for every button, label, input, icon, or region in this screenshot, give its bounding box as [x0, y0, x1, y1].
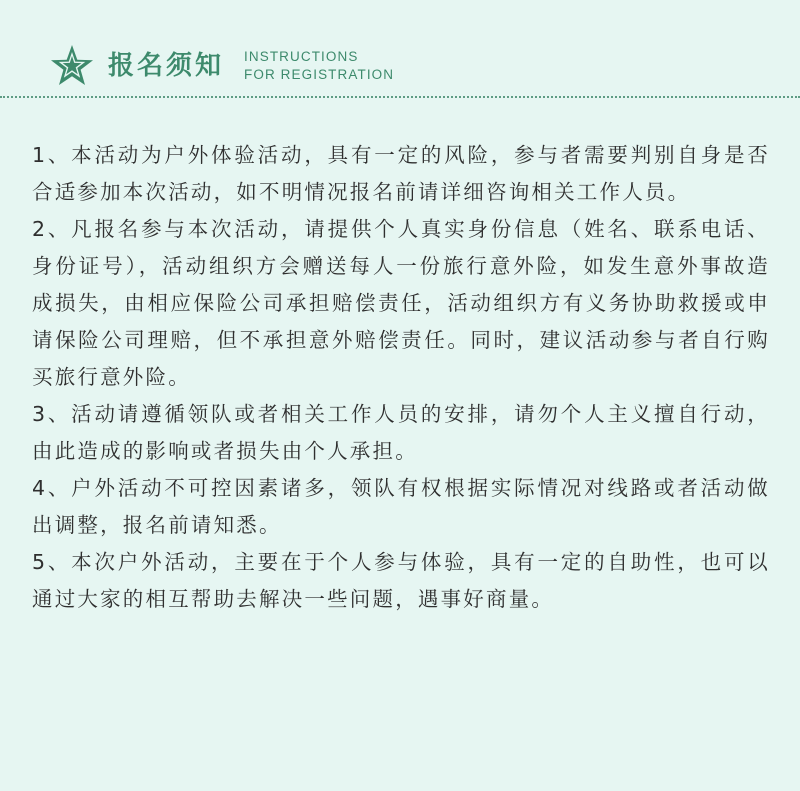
notice-item-5: 5、本次户外活动，主要在于个人参与体验，具有一定的自助性，也可以通过大家的相互帮助去解决一些问题，遇事好商量。 [32, 550, 770, 611]
subtitle-line-1: INSTRUCTIONS [244, 49, 359, 64]
notice-item-2: 2、凡报名参与本次活动，请提供个人真实身份信息（姓名、联系电话、身份证号），活动组织方会赠送每人一份旅行意外险，如发生意外事故造成损失，由相应保险公司承担赔偿责任，活动组织方有义务协助救援或申请保险公司理赔，但不承担意外赔偿责任。同时，建议活动参与者自行购买旅行意外险。 [32, 217, 770, 389]
notice-list [32, 137, 770, 618]
page-subtitle [244, 48, 394, 84]
notice-item-3: 3、活动请遵循领队或者相关工作人员的安排，请勿个人主义擅自行动，由此造成的影响或者损失由个人承担。 [32, 402, 770, 463]
notice-item-4: 4、户外活动不可控因素诸多，领队有权根据实际情况对线路或者活动做出调整，报名前请知悉。 [32, 476, 770, 537]
subtitle-line-2: FOR REGISTRATION [244, 67, 395, 82]
page-title: 报名须知 [108, 51, 225, 81]
star-icon [50, 44, 94, 88]
dotted-divider [0, 96, 800, 98]
section-header [50, 40, 394, 92]
notice-item-1: 1、本活动为户外体验活动，具有一定的风险，参与者需要判别自身是否合适参加本次活动，如不明情况报名前请详细咨询相关工作人员。 [32, 143, 770, 204]
